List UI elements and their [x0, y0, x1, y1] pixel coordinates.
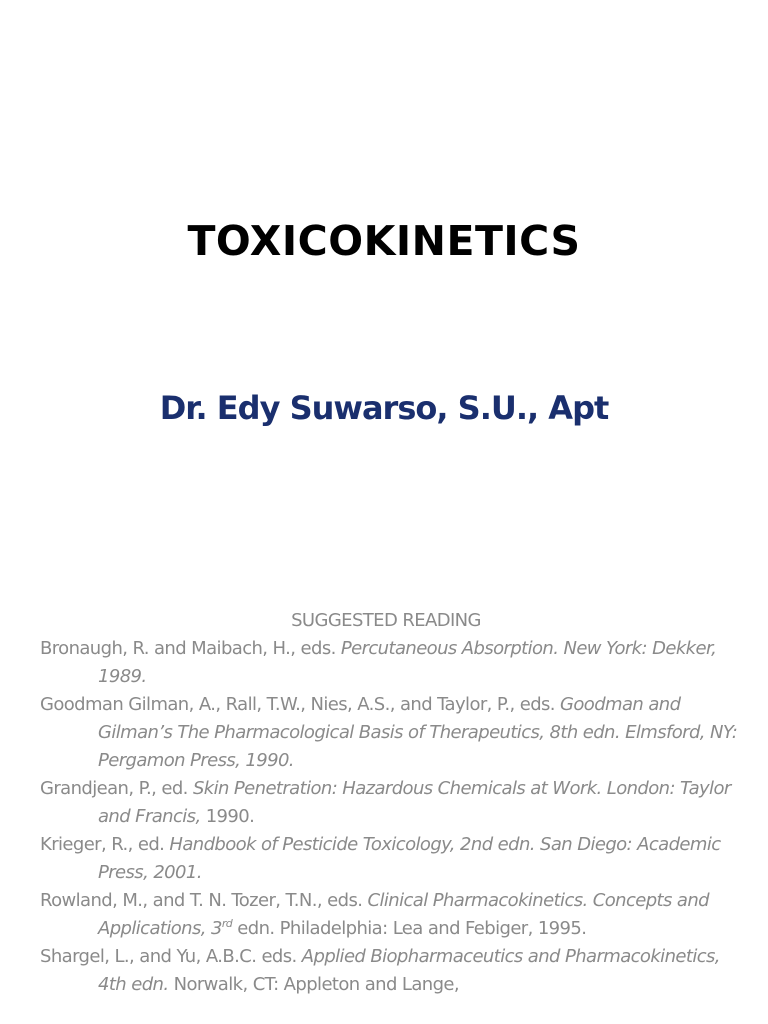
reading-heading: SUGGESTED READING [291, 610, 481, 631]
reference-title: Handbook of Pesticide Toxicology, 2nd edn. San Diego: Academic Press, 2001. [98, 834, 721, 883]
reference-rest: Norwalk, CT: Appleton and Lange, [168, 974, 459, 995]
slide-title: TOXICOKINETICS [187, 217, 581, 265]
reference-title: Applied Biopharmaceutics and Pharmacokinetics, 4th edn. [98, 946, 720, 995]
reference-superscript: rd [221, 917, 233, 930]
suggested-reading [40, 607, 752, 999]
slide-subtitle: Dr. Edy Suwarso, S.U., Apt [159, 389, 609, 427]
reference-item [40, 943, 752, 999]
reference-rest: edn. Philadelphia: Lea and Febiger, 1995. [232, 918, 587, 939]
reference-authors: Bronaugh, R. and Maibach, H., eds. [40, 638, 341, 659]
reference-title: Percutaneous Absorption. New York: Dekker, 1989. [98, 638, 717, 687]
reference-authors: Grandjean, P., ed. [40, 778, 193, 799]
reference-title: Goodman and Gilman’s The Pharmacological Basis of Therapeutics, 8th edn. Elmsford, NY: Pergamon Press, 1990. [98, 694, 738, 771]
reference-item [40, 887, 752, 943]
reference-item [40, 691, 752, 775]
reference-authors: Rowland, M., and T. N. Tozer, T.N., eds. [40, 890, 368, 911]
reference-item [40, 775, 752, 831]
reference-rest: 1990. [200, 806, 255, 827]
reference-authors: Shargel, L., and Yu, A.B.C. eds. [40, 946, 302, 967]
reference-item [40, 635, 752, 691]
reference-item [40, 831, 752, 887]
reference-authors: Goodman Gilman, A., Rall, T.W., Nies, A.S., and Taylor, P., eds. [40, 694, 561, 715]
reference-title: Clinical Pharmacokinetics. Concepts and Applications, 3 [98, 890, 709, 939]
reference-title: Skin Penetration: Hazardous Chemicals at Work. London: Taylor and Francis, [98, 778, 731, 827]
reference-authors: Krieger, R., ed. [40, 834, 170, 855]
